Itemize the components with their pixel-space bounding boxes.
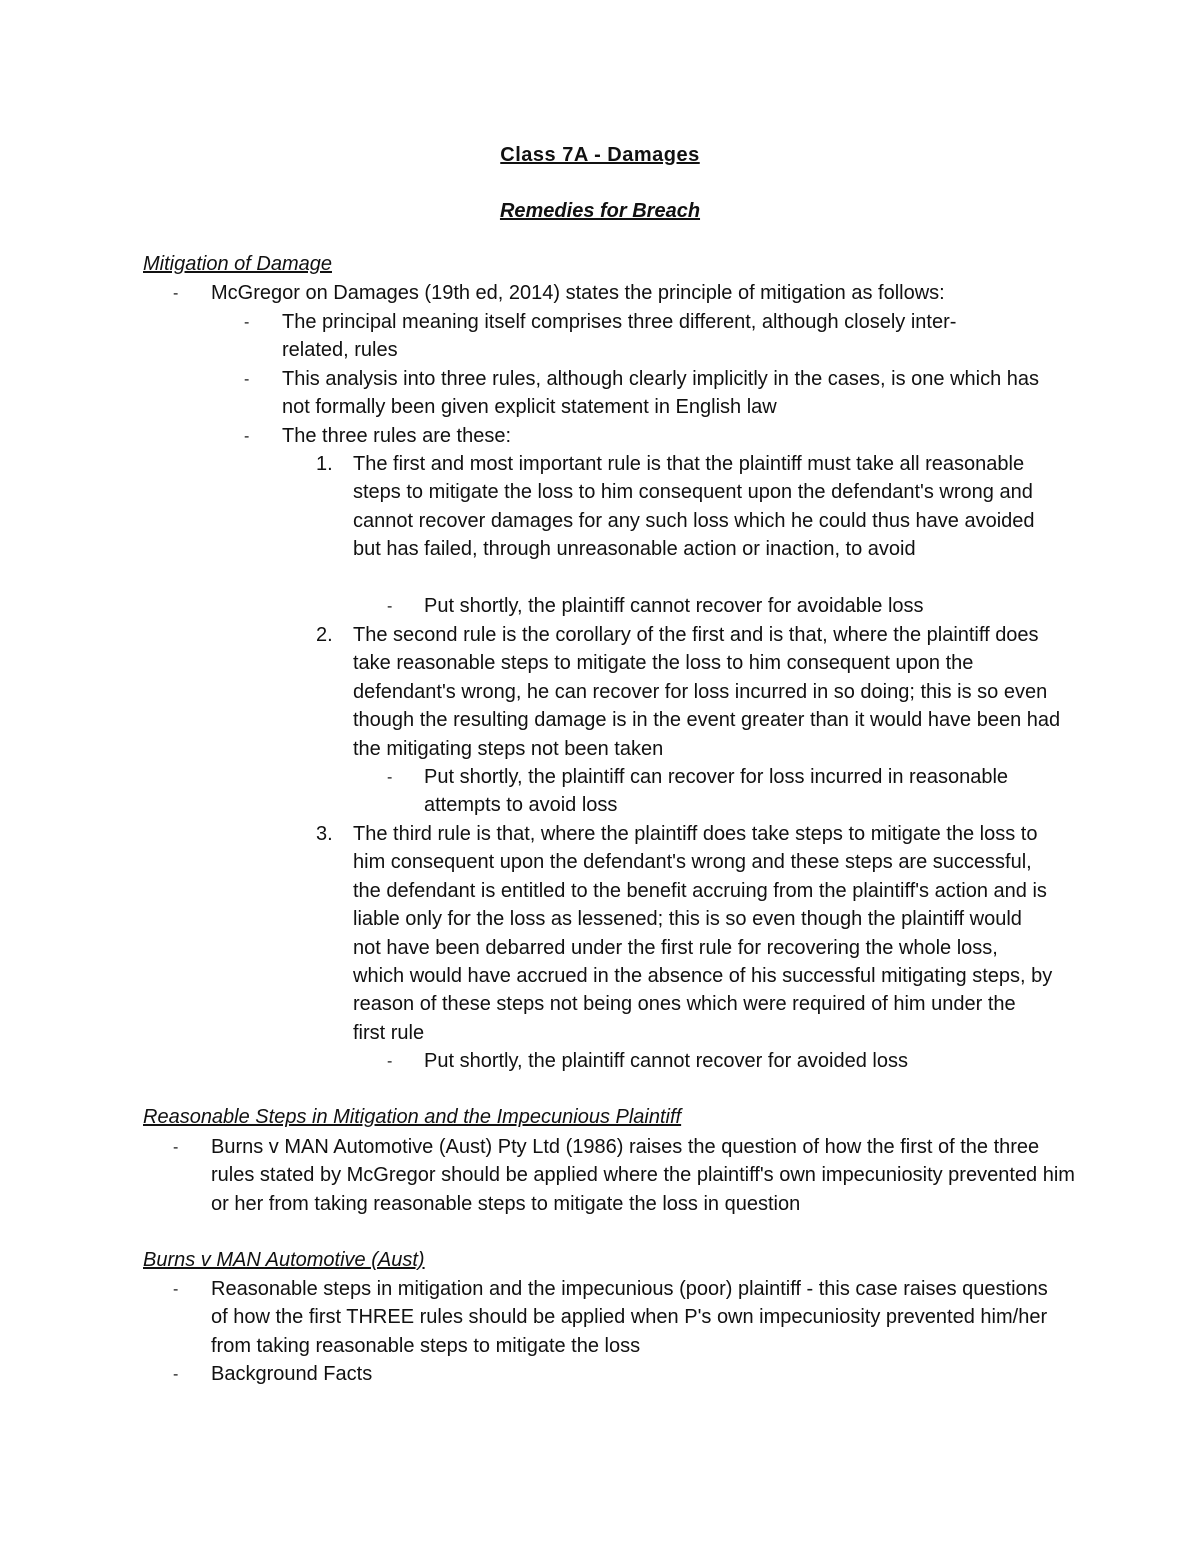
bullet-marker: - [387,598,393,615]
rule-note: Put shortly, the plaintiff cannot recover for avoidable loss [424,595,924,617]
bullet-marker: - [387,769,393,786]
section-heading-mitigation: Mitigation of Damage [143,253,332,275]
list-item: The principal meaning itself comprises three different, although closely inter-related, rules [282,311,957,362]
bullet-marker: - [387,1053,393,1070]
list-item: McGregor on Damages (19th ed, 2014) states the principle of mitigation as follows: [211,282,945,304]
list-number: 1. [316,453,333,475]
section-heading-reasonable-steps: Reasonable Steps in Mitigation and the Impecunious Plaintiff [143,1106,682,1128]
list-item: Background Facts [211,1363,373,1385]
list-item: The three rules are these: [282,425,512,447]
bullet-marker: - [173,285,179,302]
rule-text: The first and most important rule is that the plaintiff must take all reasonable steps to mitigate the loss to him consequent upon the defendant's wrong and cannot recover damages for any such loss which he could thus have avoided but has failed, through unreasonable action or inaction, to avoid [353,453,1035,561]
document-subtitle: Remedies for Breach [499,200,701,222]
list-number: 2. [316,624,333,646]
rule-note: Put shortly, the plaintiff cannot recover for avoided loss [424,1050,908,1072]
bullet-marker: - [173,1281,179,1298]
bullet-marker: - [244,314,250,331]
document-title: Class 7A - Damages [500,144,700,166]
section-heading-burns: Burns v MAN Automotive (Aust) [143,1249,425,1271]
list-item: Reasonable steps in mitigation and the impecunious (poor) plaintiff - this case raises questions of how the first THREE rules should be applied when P's own impecuniosity prevented him/her from taking reasonable steps to mitigate the loss [211,1278,1048,1357]
bullet-marker: - [244,428,250,445]
rule-text: The second rule is the corollary of the first and is that, where the plaintiff does take reasonable steps to mitigate the loss to him consequent upon the defendant's wrong, he can recover for loss incurred in so doing; this is so even though the resulting damage is in the event greater than it would have been had the mitigating steps not been taken [353,624,1061,760]
list-item: Burns v MAN Automotive (Aust) Pty Ltd (1986) raises the question of how the first of the three rules stated by McGregor should be applied where the plaintiff's own impecuniosity prevented him or her from taking reasonable steps to mitigate the loss in question [211,1136,1075,1215]
bullet-marker: - [244,371,250,388]
rule-note: Put shortly, the plaintiff can recover for loss incurred in reasonable attempts to avoid loss [424,766,1009,817]
list-item: This analysis into three rules, although clearly implicitly in the cases, is one which has not formally been given explicit statement in English law [282,368,1040,419]
list-number: 3. [316,823,333,845]
bullet-marker: - [173,1139,179,1156]
rule-text: The third rule is that, where the plaintiff does take steps to mitigate the loss to him consequent upon the defendant's wrong and these steps are successful, the defendant is entitled to the benefit accruing from the plaintiff's action and is liable only for the loss as lessened; this is so even though the plaintiff would not have been debarred under the first rule for recovering the whole loss, which would have accrued in the absence of his successful mitigating steps, by reason of these steps not being ones which were required of him under the first rule [353,823,1053,1044]
bullet-marker: - [173,1366,179,1383]
